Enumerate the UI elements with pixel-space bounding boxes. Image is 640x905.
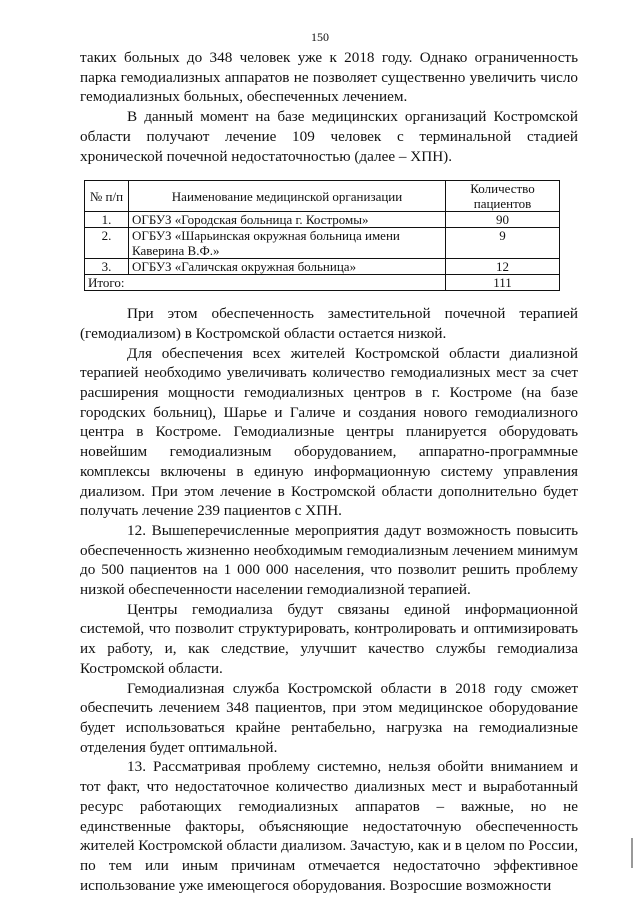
paragraphs-top: [80, 48, 578, 166]
paragraph: При этом обеспеченность заместительной почечной терапией (гемодиализом) в Костромской области остается низкой.: [80, 305, 578, 342]
table-header-row: [85, 181, 560, 212]
row-name: ОГБУЗ «Городская больница г. Костромы»: [129, 212, 446, 228]
row-count: 90: [446, 212, 560, 228]
paragraph: Центры гемодиализа будут связаны единой информационной системой, что позволит структурировать, контролировать и оптимизировать их работу, и, как следствие, улучшит качество службы гемодиализа Костромской области.: [80, 600, 578, 677]
paragraph: 13. Рассматривая проблему системно, нельзя обойти вниманием и тот факт, что недостаточное количество диализных мест и выработанный ресурс работающих гемодиализных аппаратов – важные, но не единственные факторы, объясняющие недостаточную обеспеченность жителей Костромской области диализом. Зачастую, как и в целом по России, по тем или иным причинам отмечается недостаточно эффективное использование уже имеющегося оборудования. Возросшие возможности: [80, 758, 578, 894]
table-row: [85, 259, 560, 275]
document-body: [80, 48, 578, 895]
paragraph: таких больных до 348 человек уже к 2018 году. Однако ограниченность парка гемодиализных аппаратов не позволяет существенно увеличить число гемодиализных больных, обеспеченных лечением.: [80, 49, 578, 106]
row-name: ОГБУЗ «Галичская окружная больница»: [129, 259, 446, 275]
row-name: ОГБУЗ «Шарьинская окружная больница имени Каверина В.Ф.»: [129, 228, 446, 259]
header-num: № п/п: [85, 181, 129, 212]
paragraph: В данный момент на базе медицинских организаций Костромской области получают лечение 109 человек с терминальной стадией хронической почечной недостаточностью (далее – ХПН).: [80, 108, 578, 165]
page-number: 150: [311, 30, 329, 44]
paragraph: Гемодиализная служба Костромской области в 2018 году сможет обеспечить лечением 348 пациентов, при этом медицинское оборудование будет использоваться крайне рентабельно, нагрузка на гемодиализные отделения будет оптимальной.: [80, 679, 578, 756]
row-num: 2.: [85, 228, 129, 259]
header-name: Наименование медицинской организации: [129, 181, 446, 212]
table-row: [85, 228, 560, 259]
row-num: 3.: [85, 259, 129, 275]
row-count: 9: [446, 228, 560, 259]
row-count: 12: [446, 259, 560, 275]
row-num: 1.: [85, 212, 129, 228]
paragraph: 12. Вышеперечисленные мероприятия дадут возможность повысить обеспеченность жизненно необходимым гемодиализным лечением минимум до 500 пациентов на 1 000 000 населения, что позволит решить проблему низкой обеспеченности населении гемодиализной терапией.: [80, 521, 578, 599]
paragraphs-bottom: [80, 304, 578, 895]
header-count: Количество пациентов: [446, 181, 560, 212]
table-row: [85, 212, 560, 228]
total-value: 111: [446, 275, 560, 291]
scan-margin-mark: [631, 838, 636, 868]
table-total-row: [85, 275, 560, 291]
medical-organizations-table: [84, 180, 560, 291]
paragraph: Для обеспечения всех жителей Костромской области диализной терапией необходимо увеличивать количество гемодиализных мест за счет расширения мощности гемодиализных центров в г. Костроме (на базе городских больниц), Шарье и Галиче и создания нового гемодиализного центра в Костроме. Гемодиализные центры планируется оборудовать новейшим гемодиализным оборудованием, аппаратно-программные комплексы включены в единую информационную систему управления диализом. При этом лечение в Костромской области дополнительно будет получать лечение 239 пациентов с ХПН.: [80, 344, 578, 520]
total-label: Итого:: [85, 275, 446, 291]
